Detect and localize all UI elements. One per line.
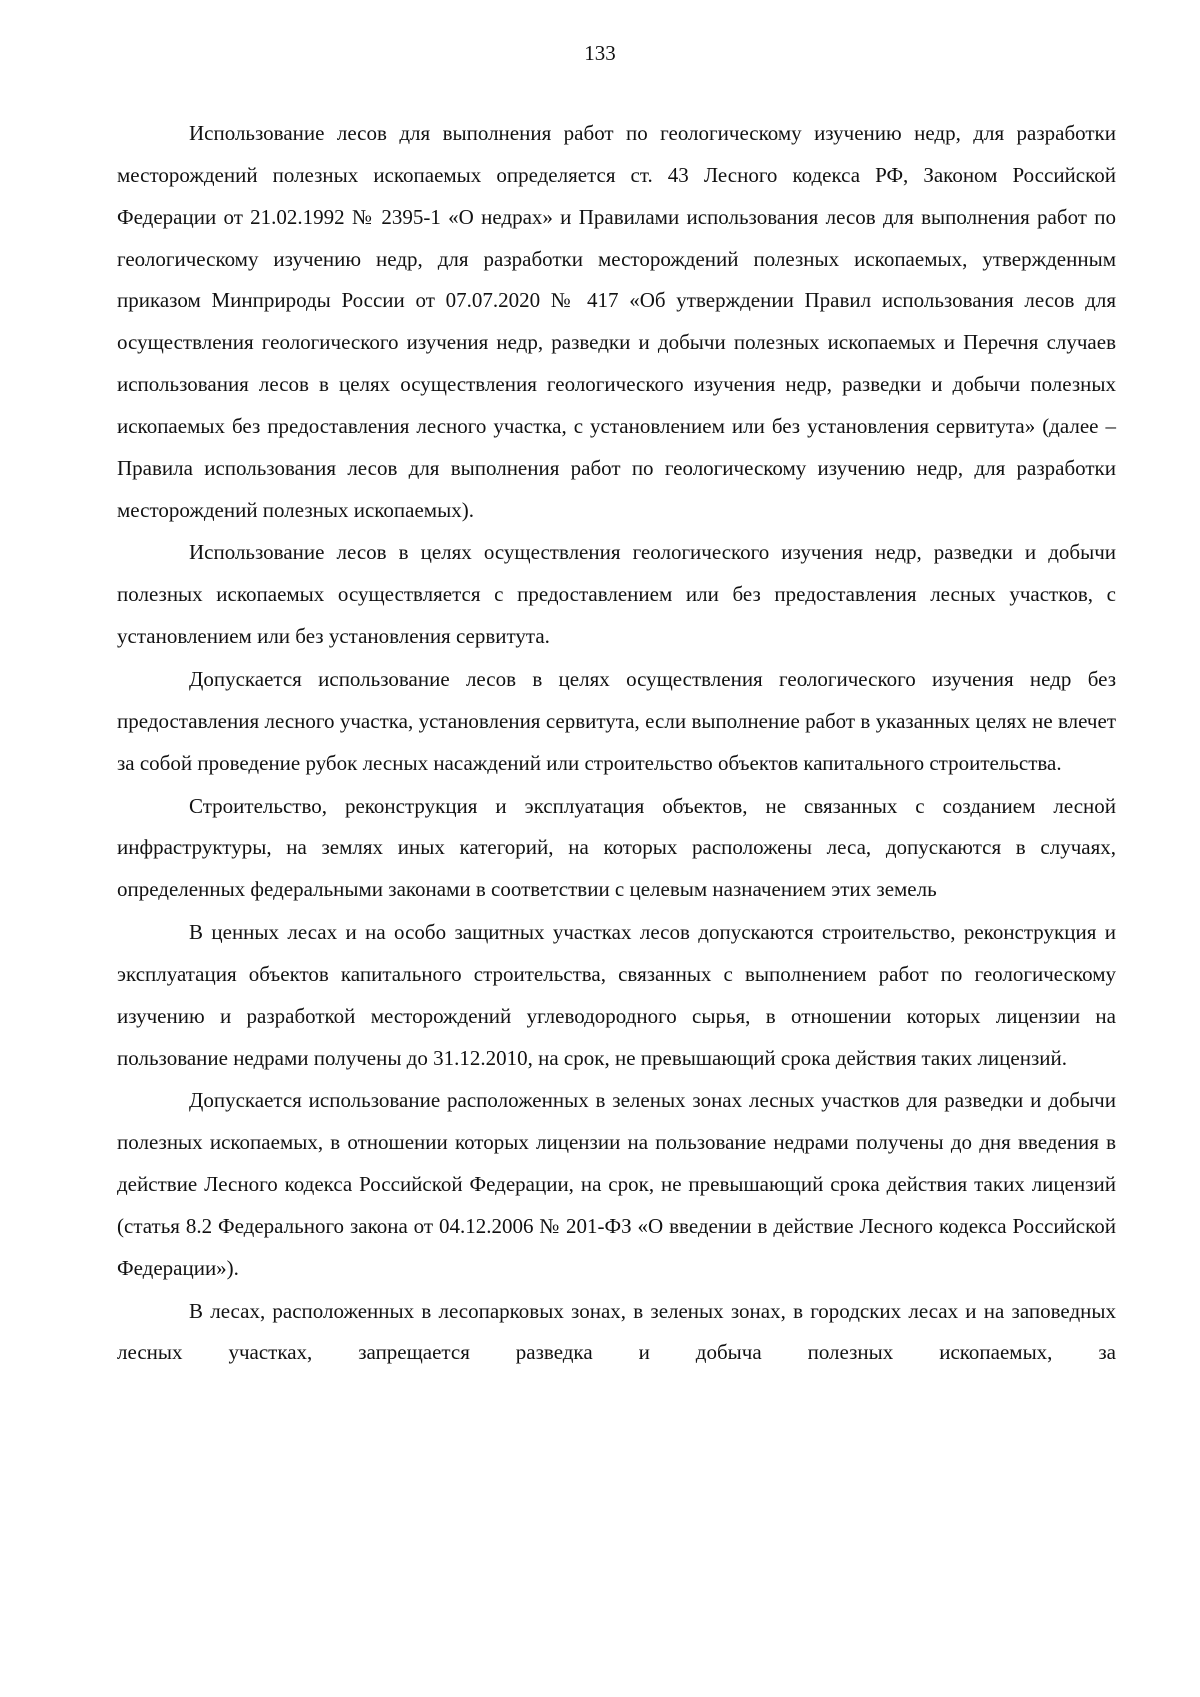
paragraph-valuable-forests: В ценных лесах и на особо защитных участках лесов допускаются строительство, реконструкция и эксплуатация объектов капитального строительства, связанных с выполнением работ по геологическому изучению и разработкой месторождений углеводородного сырья, в отношении которых лицензии на пользование недрами получены до 31.12.2010, на срок, не превышающий срока действия таких лицензий. [117,920,1116,1070]
paragraph-construction-other-lands: Строительство, реконструкция и эксплуатация объектов, не связанных с созданием лесной инфраструктуры, на землях иных категорий, на которых расположены леса, допускаются в случаях, определенных федеральными законами в соответствии с целевым назначением этих земель [117,793,1116,902]
paragraph-forest-use-geology: Использование лесов для выполнения работ по геологическому изучению недр, для разработки месторождений полезных ископаемых определяется ст. 43 Лесного кодекса РФ, Законом Российской Федерации от 21.02.1992 № 2395-1 «О недрах» и Правилами использования лесов для выполнения работ по геологическому изучению недр, для разработки месторождений полезных ископаемых, утвержденным приказом Минприроды России от 07.07.2020 № 417 «Об утверждении Правил использования лесов для осуществления геологического изучения недр, разведки и добычи полезных ископаемых и Перечня случаев использования лесов в целях осуществления геологического изучения недр, разведки и добычи полезных ископаемых без предоставления лесного участка, с установлением или без установления сервитута» (далее – Правила использования лесов для выполнения работ по геологическому изучению недр, для разработки месторождений полезных ископаемых). [117,121,1116,522]
paragraph-forest-park-zones: В лесах, расположенных в лесопарковых зонах, в зеленых зонах, в городских лесах и на заповедных лесных участках, запрещается разведка и добыча полезных ископаемых, за [117,1298,1116,1365]
page-number: 133 [584,41,616,65]
paragraph-green-zones: Допускается использование расположенных в зеленых зонах лесных участков для разведки и добычи полезных ископаемых, в отношении которых лицензии на пользование недрами получены до дня введения в действие Лесного кодекса Российской Федерации, на срок, не превышающий срока действия таких лицензий (статья 8.2 Федерального закона от 04.12.2006 № 201-ФЗ «О введении в действие Лесного кодекса Российской Федерации»). [117,1088,1116,1280]
document-body [117,113,1116,1375]
paragraph-use-without-plot: Допускается использование лесов в целях осуществления геологического изучения недр без предоставления лесного участка, установления сервитута, если выполнение работ в указанных целях не влечет за собой проведение рубок лесных насаждений или строительство объектов капитального строительства. [117,666,1116,775]
paragraph-use-with-or-without-plots: Использование лесов в целях осуществления геологического изучения недр, разведки и добычи полезных ископаемых осуществляется с предоставлением или без предоставления лесных участков, с установлением или без установления сервитута. [117,540,1116,649]
